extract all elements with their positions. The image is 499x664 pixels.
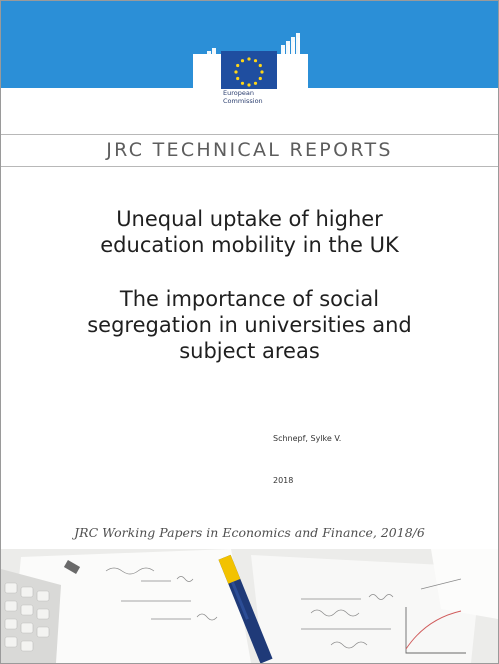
cover-photo [1, 549, 498, 663]
title-line: education mobility in the UK [100, 233, 399, 257]
subtitle-line: segregation in universities and [87, 313, 412, 337]
report-subtitle [41, 286, 458, 364]
author: Schnepf, Sylke V. [273, 434, 342, 443]
eu-flag [221, 51, 277, 89]
title-line: Unequal uptake of higher [116, 207, 383, 231]
logo-line-2: Commission [223, 97, 263, 105]
publication-year: 2018 [273, 476, 294, 485]
subtitle-line: subject areas [179, 339, 320, 363]
subtitle-line: The importance of social [119, 287, 380, 311]
logo-line-1: European [223, 89, 254, 97]
rule-bottom [1, 166, 498, 167]
report-title [41, 206, 458, 258]
series-footer: JRC Working Papers in Economics and Finance, 2018/6 [74, 525, 425, 540]
series-title: JRC TECHNICAL REPORTS [106, 139, 393, 161]
rule-top [1, 134, 498, 135]
logo-text [223, 89, 303, 105]
